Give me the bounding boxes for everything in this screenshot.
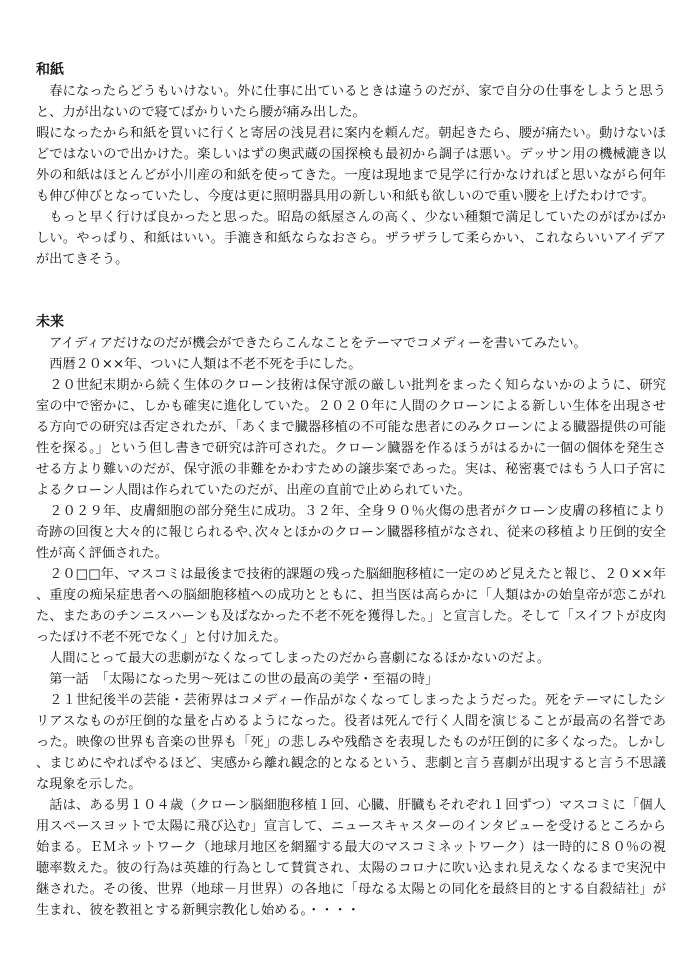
paragraph: 暇になったから和紙を買いに行くと寄居の浅見君に案内を頼んだ。朝起きたら、腰が痛たい。動けないほどではないので出かけた。楽しいはずの奥武蔵の国探検も最初から調子は悪い。デッサン用の機械漉き以外の和紙はほとんどが小川産の和紙を使ってきた。一度は現地まで見学に行かなければと思いながら何年も伸び伸びとなっていたし、今度は更に照明器具用の新しい和紙も欲しいので重い腰を上げたわけです。 [36,126,666,204]
episode-title: 第一話 「太陽になった男～死はこの世の最高の美学・至福の時」 [49,672,439,687]
paragraph: ２０２９年、皮膚細胞の部分発生に成功。３２年、全身９０％火傷の患者がクローン皮膚の移植により奇跡の回復と大々的に報じられるや､次々とほかのクローン臓器移植がなされ、従来の移植より圧倒的安全性が高く評価された。 [36,504,666,561]
section-spacer [36,270,666,312]
paragraph: 人間にとって最大の悲劇がなくなってしまったのだから喜劇になるほかないのだよ。 [49,651,551,666]
paragraph: 春になったらどうもいけない。外に仕事に出ているときは違うのだが、家で自分の仕事をしようと思うと、力が出ないので寝てばかりいたら腰が痛み出した。 [36,84,666,120]
paragraph: ２０世紀末期から続く生体のクローン技術は保守派の厳しい批判をまったく知らないかのように、研究室の中で密かに、しかも確実に進化していた。２０２０年に人間のクローンによる新しい生体を出現させる方向での研究は否定されたが、「あくまで臓器移植の不可能な患者にのみクローンによる臓器提供の可能性を探る。」という但し書きで研究は許可された。クローン臓器を作るほうがはるかに一個の個体を発生させる方より難いのだが、保守派の非難をかわすための譲歩案であった。実は、秘密裏ではもう人口子宮によるクローン人間は作られていたのだが、出産の直前で止められていた。 [36,378,666,498]
section-title-mirai: 未来 [36,314,64,330]
section-title-washi: 和紙 [36,62,64,78]
paragraph: アイディアだけなのだが機会ができたらこんなことをテーマでコメディーを書いてみたい。 [49,336,587,351]
paragraph: ２０□□年、マスコミは最後まで技術的課題の残った脳細胞移植に一定のめど見えたと報じ、２０××年、重度の痴呆症患者への脳細胞移植への成功とともに、担当医は高らかに「人類はかの始皇帝が恋こがれた、またあのチンニスハーンも及ばなかった不老不死を獲得した。」と宣言した。そして「スイフトが皮肉ったぽけ不老不死でなく」と付け加えた。 [36,567,666,645]
paragraph: ２１世紀後半の芸能・芸術界はコメディー作品がなくなってしまったようだった。死をテーマにしたシリアスなものが圧倒的な量を占めるようになった。役者は死んで行く人間を演じることが最高の名誉であった。映像の世界も音楽の世界も「死」の悲しみや残酷さを表現したものが圧倒的に多くなった。しかし、まじめにやればやるほど、実感から離れ観念的となるという、悲劇と言う喜劇が出現すると言う不思議な現象を示した。 [36,693,666,792]
document-page [36,60,666,921]
paragraph: 話は、ある男１０４歳（クローン脳細胞移植１回、心臓、肝臓もそれぞれ１回ずつ）マスコミに「個人用スペースヨットで太陽に飛び込む」宣言して、ニュースキャスターのインタビューを受けるところから始まる。ＥＭネットワーク（地球月地区を網羅する最大のマスコミネットワーク）は一時的に８０％の視聴率数えた。彼の行為は英雄的行為として賛賞され、太陽のコロナに吹い込まれ見えなくなるまで実況中継された。その後、世界（地球－月世界）の各地に「母なる太陽との同化を最終目的とする自殺結社」が生まれ、彼を教祖とする新興宗教化し始める。・・・・ [36,798,666,918]
paragraph: もっと早く行けば良かったと思った。昭島の紙屋さんの高く、少ない種類で満足していたのがばかばかしい。やっぱり、和紙はいい。手漉き和紙ならなおさら。ザラザラして柔らかい、これならいいアイデアが出てきそう。 [36,210,666,267]
paragraph: 西暦２０××年、ついに人類は不老不死を手にした。 [49,357,362,372]
